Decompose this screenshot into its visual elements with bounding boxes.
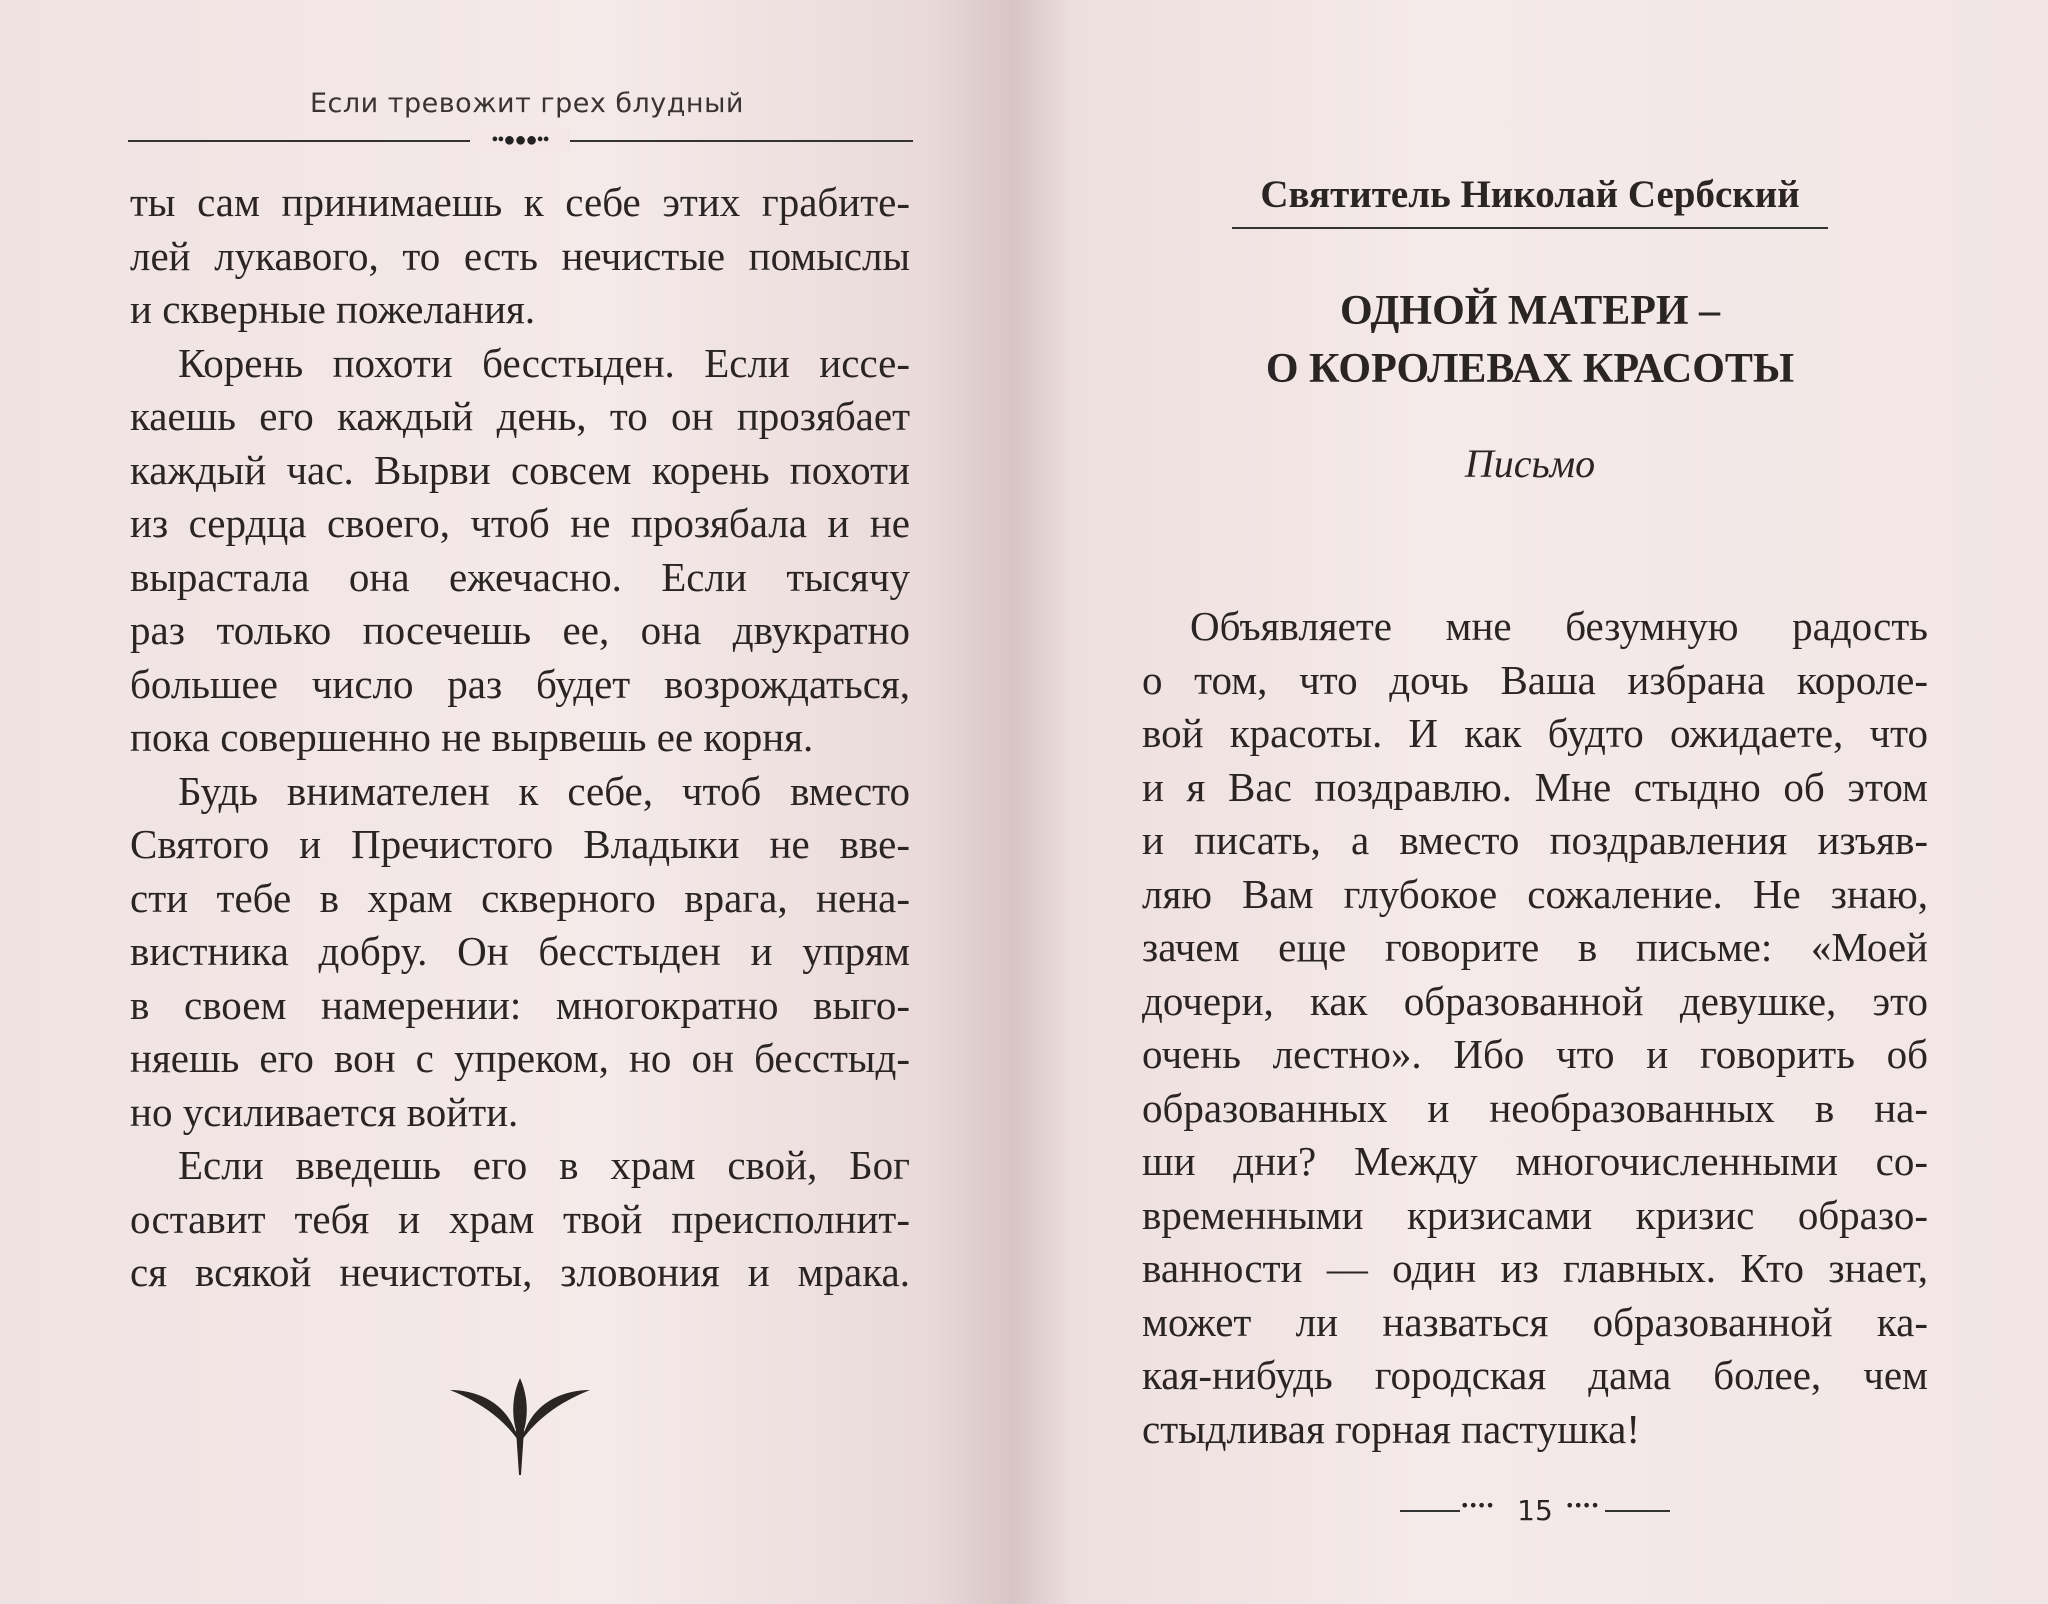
text-line: стыдливая горная пастушка! [1142, 1405, 1641, 1452]
text-line: временными кризисами кризис образо- [1142, 1191, 1928, 1238]
author-heading: Святитель Николай Сербский [1232, 172, 1828, 229]
text-line: большее число раз будет возрождаться, [130, 660, 910, 707]
text-line: каешь его каждый день, то он прозябает [130, 393, 910, 439]
text-line: кая-нибудь городская дама более, чем [1142, 1352, 1928, 1398]
text-line: пока совершенно не вырвешь ее корня. [130, 714, 814, 760]
right-body-text [1142, 600, 1928, 1456]
text-line: и скверные пожелания. [130, 286, 536, 332]
page-number: 15 [1517, 1494, 1553, 1527]
page-number-footer [1400, 1490, 1670, 1530]
text-line: зачем еще говорите в письме: «Моей [1142, 924, 1928, 970]
text-line: Святого и Пречистого Владыки не вве- [130, 821, 910, 867]
footer-rule-right [1605, 1510, 1670, 1512]
text-line: вой красоты. И как будто ожидаете, что [1142, 710, 1928, 756]
text-line: может ли назваться образованной ка- [1142, 1298, 1928, 1345]
article-subtitle: Письмо [1464, 441, 1596, 486]
text-line: ся всякой нечистоты, зловония и мрака. [130, 1249, 910, 1295]
text-line: ляю Вам глубокое сожаление. Не знаю, [1142, 870, 1928, 917]
footer-dots-right: •••• [1565, 1496, 1599, 1515]
text-line: и писать, а вместо поздравления изъяв- [1142, 817, 1928, 863]
text-line: каждый час. Вырви совсем корень похоти [130, 446, 910, 493]
title-line-2: О КОРОЛЕВАХ КРАСОТЫ [1265, 346, 1795, 392]
left-body-text [130, 176, 910, 1300]
text-line: Корень похоти бесстыден. Если иссе- [178, 339, 910, 386]
text-line: вырастала она ежечасно. Если тысячу [130, 553, 910, 600]
text-line: о том, что дочь Ваша избрана короле- [1142, 656, 1928, 703]
vignette-ornament-icon [440, 1370, 600, 1480]
text-line: няешь его вон с упреком, но он бесстыд- [130, 1035, 910, 1081]
text-line: дочери, как образованной девушке, это [1142, 977, 1928, 1024]
running-head: Если тревожит грех блудный [310, 88, 744, 119]
text-line: Если введешь его в храм свой, Бог [178, 1142, 910, 1188]
text-line: сти тебе в храм скверного врага, нена- [130, 874, 910, 921]
title-line-1: ОДНОЙ МАТЕРИ – [1339, 288, 1721, 334]
footer-rule-left [1400, 1510, 1460, 1512]
text-line: очень лестно». Ибо что и говорить об [1142, 1031, 1928, 1077]
text-line: ты сам принимаешь к себе этих грабите- [130, 179, 910, 225]
text-line: Объявляете мне безумную радость [1190, 603, 1928, 649]
text-line: оставит тебя и храм твой преисполнит- [130, 1195, 910, 1242]
text-line: ванности — один из главных. Кто знает, [1142, 1245, 1928, 1291]
text-line: лей лукавого, то есть нечистые помыслы [130, 232, 910, 279]
text-line: образованных и необразованных в на- [1142, 1084, 1928, 1131]
header-ornament: ••●●●•• [470, 128, 570, 152]
text-line: но усиливается войти. [130, 1088, 519, 1135]
text-line: в своем намерении: многократно выго- [130, 981, 910, 1028]
text-line: и я Вас поздравлю. Мне стыдно об этом [1142, 763, 1928, 810]
footer-dots-left: •••• [1460, 1496, 1494, 1515]
article-title [1150, 282, 1910, 398]
text-line: раз только посечешь ее, она двукратно [130, 607, 910, 653]
left-page [0, 0, 1010, 1604]
text-line: ши дни? Между многочисленными со- [1142, 1138, 1928, 1184]
text-line: вистника добру. Он бесстыден и упрям [130, 928, 910, 974]
text-line: из сердца своего, чтоб не прозябала и не [130, 500, 910, 546]
text-line: Будь внимателен к себе, чтоб вместо [178, 767, 910, 814]
